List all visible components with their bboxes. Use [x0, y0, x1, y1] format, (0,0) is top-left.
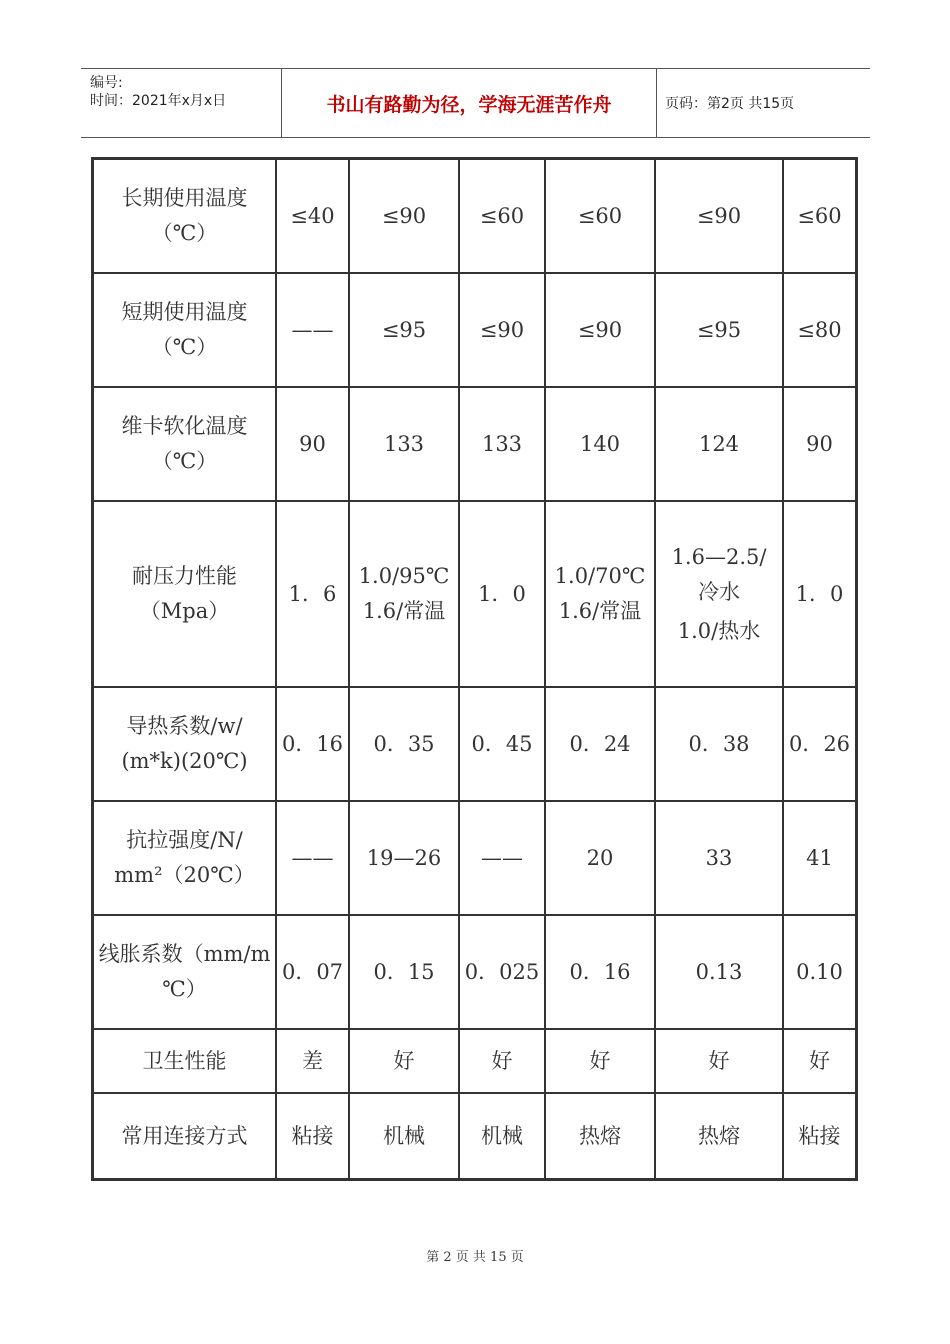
row-label-line: （℃）	[151, 449, 218, 473]
table-cell	[655, 159, 783, 273]
table-row	[93, 1093, 856, 1179]
row-label-line: mm²（20℃）	[114, 863, 255, 887]
table-row	[93, 159, 856, 273]
table-cell	[655, 801, 783, 915]
table-cell	[545, 387, 655, 501]
table-cell	[783, 273, 856, 387]
time-label: 时间：2021年x月x日	[90, 93, 227, 109]
row-label	[93, 1093, 276, 1179]
table-cell	[276, 159, 349, 273]
cell-line: 冷水	[698, 579, 740, 604]
table-cell	[276, 915, 349, 1029]
cell-line: ——	[291, 845, 334, 870]
row-label	[93, 687, 276, 801]
cell-line: 0.10	[796, 959, 843, 984]
table-cell	[276, 273, 349, 387]
table-cell	[459, 501, 545, 687]
table-cell	[349, 387, 459, 501]
row-label	[93, 501, 276, 687]
cell-line: ≤60	[479, 203, 525, 228]
cell-line: 19—26	[366, 845, 442, 870]
table-cell	[349, 1093, 459, 1179]
row-label-line: （℃）	[151, 335, 218, 359]
table-cell	[783, 687, 856, 801]
table-cell	[545, 1093, 655, 1179]
table-cell	[276, 1029, 349, 1093]
cell-line: 0．26	[788, 731, 851, 756]
cell-line: 热熔	[698, 1123, 740, 1148]
table-cell	[276, 687, 349, 801]
cell-line: 0．07	[281, 959, 344, 984]
cell-line: 0．15	[373, 959, 435, 984]
cell-line: ≤90	[577, 317, 623, 342]
cell-line: 0．45	[471, 731, 533, 756]
row-label-line: 导热系数/w/	[126, 714, 243, 738]
header-page-label: 页码：第2页 共15页	[665, 96, 795, 112]
row-label-line: 卫生性能	[142, 1048, 227, 1073]
cell-line: 1．0	[478, 581, 526, 606]
cell-line: 140	[579, 431, 621, 456]
cell-line: 1.0/热水	[677, 618, 761, 643]
table-cell	[545, 1029, 655, 1093]
table-cell	[655, 273, 783, 387]
cell-line: 20	[586, 845, 614, 870]
cell-line: 1.0/70℃	[554, 564, 646, 588]
table-cell	[783, 1093, 856, 1179]
row-label	[93, 387, 276, 501]
table-cell	[459, 159, 545, 273]
cell-line: 0．35	[373, 731, 435, 756]
table-cell	[349, 501, 459, 687]
row-label-line: ℃）	[162, 977, 207, 1001]
table-row	[93, 801, 856, 915]
table-cell	[459, 1093, 545, 1179]
cell-line: ≤95	[381, 317, 427, 342]
table-cell	[349, 159, 459, 273]
table-cell	[276, 387, 349, 501]
cell-line: 41	[806, 845, 833, 870]
row-label-line: （℃）	[151, 221, 218, 245]
table-cell	[459, 687, 545, 801]
row-label-line: 长期使用温度	[121, 186, 248, 210]
cell-line: ≤40	[290, 203, 335, 228]
table-row	[93, 501, 856, 687]
cell-line: 33	[705, 845, 733, 870]
table-cell	[545, 687, 655, 801]
cell-line: ≤90	[479, 317, 525, 342]
row-label-line: 短期使用温度	[121, 300, 248, 324]
row-label-line: 耐压力性能	[132, 564, 237, 588]
pipe-properties-table	[91, 157, 858, 1181]
cell-line: ——	[291, 317, 334, 342]
table-cell	[545, 273, 655, 387]
table-cell	[545, 159, 655, 273]
table-cell	[655, 501, 783, 687]
table-cell	[783, 387, 856, 501]
cell-line: ≤90	[696, 203, 742, 228]
cell-line: 133	[481, 431, 523, 456]
cell-line: 热熔	[579, 1123, 621, 1148]
table-cell	[783, 915, 856, 1029]
cell-line: 90	[806, 431, 833, 456]
row-label-line: 常用连接方式	[121, 1123, 248, 1148]
cell-line: 1．0	[795, 581, 844, 606]
cell-line: 粘接	[291, 1123, 334, 1148]
cell-line: 1．6	[288, 581, 337, 606]
row-label-line: 线胀系数（mm/m	[98, 942, 271, 966]
cell-line: 0．16	[569, 959, 631, 984]
row-label-line: 维卡软化温度	[121, 414, 248, 438]
table-cell	[349, 273, 459, 387]
row-label	[93, 273, 276, 387]
cell-line: 1.6/常温	[362, 599, 446, 623]
cell-line: 90	[299, 431, 326, 456]
cell-line: 机械	[383, 1123, 425, 1148]
table-cell	[459, 1029, 545, 1093]
table-cell	[783, 501, 856, 687]
cell-line: ≤95	[696, 317, 742, 342]
table-row	[93, 1029, 856, 1093]
cell-line: 好	[491, 1048, 513, 1073]
header-motto: 书山有路勤为径，学海无涯苦作舟	[281, 69, 657, 137]
table-cell	[545, 801, 655, 915]
table-cell	[349, 1029, 459, 1093]
cell-line: 124	[698, 431, 740, 456]
table-cell	[655, 1093, 783, 1179]
row-label	[93, 801, 276, 915]
cell-line: 机械	[481, 1123, 523, 1148]
table-cell	[349, 687, 459, 801]
header-meta	[81, 69, 281, 137]
table-row	[93, 273, 856, 387]
cell-line: 好	[809, 1048, 830, 1073]
table-cell	[783, 159, 856, 273]
table-cell	[545, 915, 655, 1029]
table-cell	[459, 801, 545, 915]
table-cell	[459, 915, 545, 1029]
cell-line: 0.13	[695, 959, 743, 984]
page-footer: 第 2 页 共 15 页	[426, 1250, 524, 1265]
cell-line: 好	[708, 1048, 730, 1073]
row-label	[93, 1029, 276, 1093]
cell-line: ≤90	[381, 203, 427, 228]
cell-line: 好	[393, 1048, 415, 1073]
cell-line: 0．24	[569, 731, 631, 756]
row-label	[93, 915, 276, 1029]
cell-line: 0．38	[688, 731, 750, 756]
table-cell	[276, 1093, 349, 1179]
cell-line: 粘接	[798, 1123, 841, 1148]
number-label: 编号:	[90, 75, 123, 91]
row-label-line: （Mpa）	[139, 599, 230, 623]
table-cell	[655, 387, 783, 501]
table-cell	[783, 1029, 856, 1093]
row-label-line: 抗拉强度/N/	[126, 828, 243, 852]
cell-line: 1.0/95℃	[358, 564, 450, 588]
page-header	[81, 68, 870, 138]
cell-line: ≤60	[577, 203, 623, 228]
cell-line: 1.6—2.5/	[671, 544, 767, 569]
table-cell	[459, 387, 545, 501]
cell-line: ≤60	[797, 203, 842, 228]
cell-line: 0．16	[281, 731, 344, 756]
row-label	[93, 159, 276, 273]
table-cell	[783, 801, 856, 915]
table-cell	[459, 273, 545, 387]
row-label-line: (m*k)(20℃)	[121, 749, 248, 773]
table-row	[93, 915, 856, 1029]
cell-line: 好	[589, 1048, 611, 1073]
cell-line: 0．025	[464, 959, 540, 984]
table-row	[93, 387, 856, 501]
table-row	[93, 687, 856, 801]
cell-line: ——	[481, 845, 523, 870]
cell-line: 差	[302, 1048, 323, 1073]
cell-line: 1.6/常温	[558, 599, 642, 623]
table-cell	[276, 801, 349, 915]
table-cell	[349, 801, 459, 915]
table-cell	[655, 687, 783, 801]
cell-line: 133	[383, 431, 425, 456]
table-cell	[655, 1029, 783, 1093]
table-cell	[276, 501, 349, 687]
table-cell	[349, 915, 459, 1029]
table-cell	[545, 501, 655, 687]
cell-line: ≤80	[797, 317, 842, 342]
table-cell	[655, 915, 783, 1029]
